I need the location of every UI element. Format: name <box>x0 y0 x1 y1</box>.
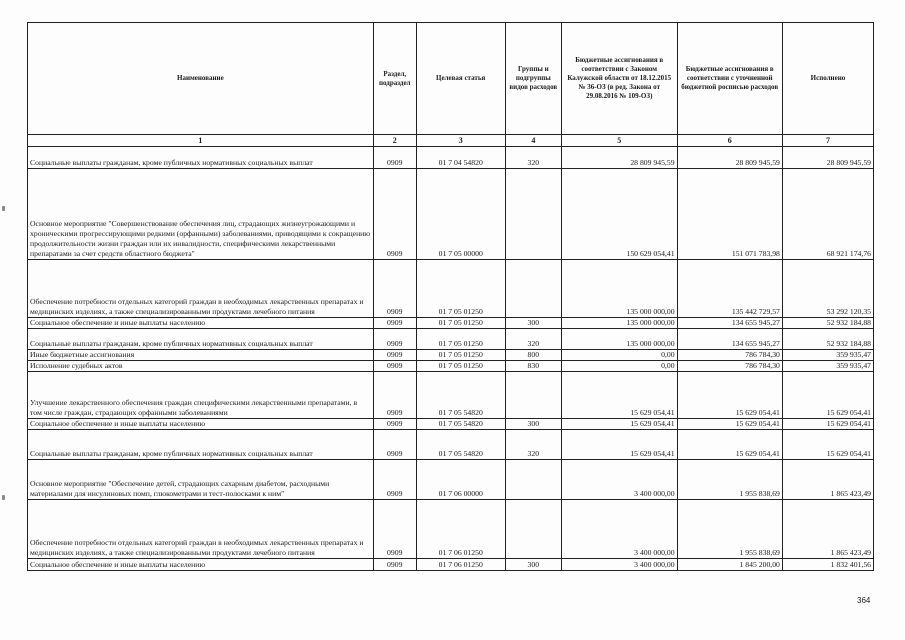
row-law-amount: 3 400 000,00 <box>561 559 677 571</box>
row-executed-amount: 53 292 120,35 <box>782 260 873 318</box>
row-expense-group <box>505 500 561 559</box>
row-law-amount: 135 000 000,00 <box>561 329 677 350</box>
row-law-amount: 15 629 054,41 <box>561 430 677 460</box>
row-name: Обеспечение потребности отдельных категорий граждан в необходимых лекарственных препаратах и медицинских изделиях, а также специализированными продуктами лечебного питания <box>28 500 374 559</box>
row-target-article: 01 7 05 01250 <box>416 361 505 372</box>
binding-hole-mark <box>2 206 5 211</box>
row-target-article: 01 7 05 54820 <box>416 430 505 460</box>
row-executed-amount: 52 932 184,88 <box>782 329 873 350</box>
row-law-amount: 15 629 054,41 <box>561 372 677 419</box>
row-executed-amount: 68 921 174,76 <box>782 169 873 260</box>
row-name: Основное мероприятие "Совершенствование обеспечения лиц, страдающих жизнеугрожающими и хроническими прогрессирующими редкими (орфанными) заболеваниями, приводящими к сокращению продолжительности жизни граждан или их инвалидности, специфическими лекарственными препаратами за счет средств областного бюджета" <box>28 169 374 260</box>
row-target-article: 01 7 06 01250 <box>416 500 505 559</box>
row-executed-amount: 15 629 054,41 <box>782 430 873 460</box>
row-section: 0909 <box>373 559 416 571</box>
row-executed-amount: 1 865 423,49 <box>782 500 873 559</box>
column-number: 5 <box>561 135 677 147</box>
row-law-amount: 135 000 000,00 <box>561 318 677 329</box>
row-law-amount: 3 400 000,00 <box>561 500 677 559</box>
row-target-article: 01 7 05 54820 <box>416 372 505 419</box>
row-executed-amount: 52 932 184,88 <box>782 318 873 329</box>
budget-table <box>27 22 874 571</box>
row-expense-group: 320 <box>505 147 561 169</box>
row-expense-group: 300 <box>505 559 561 571</box>
row-law-amount: 0,00 <box>561 361 677 372</box>
table-row <box>28 147 874 169</box>
row-target-article: 01 7 05 00000 <box>416 169 505 260</box>
row-law-amount: 28 809 945,59 <box>561 147 677 169</box>
table-row <box>28 260 874 318</box>
row-target-article: 01 7 05 01250 <box>416 260 505 318</box>
row-roster-amount: 134 655 945,27 <box>677 329 782 350</box>
row-name: Основное мероприятие "Обеспечение детей, страдающих сахарным диабетом, расходными материалами для инсулиновых помп, глюкометрами и тест-полосками к ним" <box>28 460 374 500</box>
row-section: 0909 <box>373 430 416 460</box>
row-executed-amount: 28 809 945,59 <box>782 147 873 169</box>
row-section: 0909 <box>373 372 416 419</box>
row-expense-group: 300 <box>505 318 561 329</box>
table-row <box>28 419 874 430</box>
row-expense-group: 800 <box>505 350 561 361</box>
table-row <box>28 329 874 350</box>
header-name: Наименование <box>28 23 374 135</box>
row-name: Улучшение лекарственного обеспечения граждан специфическими лекарственными препаратами, в том числе граждан, страдающих орфанными заболеваниями <box>28 372 374 419</box>
row-law-amount: 135 000 000,00 <box>561 260 677 318</box>
row-expense-group <box>505 372 561 419</box>
column-number: 4 <box>505 135 561 147</box>
row-roster-amount: 135 442 729,57 <box>677 260 782 318</box>
row-expense-group: 830 <box>505 361 561 372</box>
column-number: 6 <box>677 135 782 147</box>
row-section: 0909 <box>373 329 416 350</box>
table-row <box>28 460 874 500</box>
row-expense-group <box>505 169 561 260</box>
header-roster-allocations: Бюджетные ассигнования в соответствии с уточненной бюджетной росписью расходов <box>677 23 782 135</box>
row-roster-amount: 151 071 783,98 <box>677 169 782 260</box>
row-section: 0909 <box>373 169 416 260</box>
row-name: Социальное обеспечение и иные выплаты населению <box>28 419 374 430</box>
header-target-article: Целевая статья <box>416 23 505 135</box>
row-target-article: 01 7 05 54820 <box>416 419 505 430</box>
row-section: 0909 <box>373 419 416 430</box>
row-expense-group <box>505 260 561 318</box>
column-number: 2 <box>373 135 416 147</box>
row-section: 0909 <box>373 361 416 372</box>
row-roster-amount: 786 784,30 <box>677 361 782 372</box>
row-expense-group: 320 <box>505 329 561 350</box>
table-row <box>28 169 874 260</box>
header-row <box>28 23 874 135</box>
row-executed-amount: 359 935,47 <box>782 350 873 361</box>
row-law-amount: 3 400 000,00 <box>561 460 677 500</box>
row-target-article: 01 7 04 54820 <box>416 147 505 169</box>
row-target-article: 01 7 06 00000 <box>416 460 505 500</box>
row-section: 0909 <box>373 147 416 169</box>
row-roster-amount: 1 845 200,00 <box>677 559 782 571</box>
row-roster-amount: 15 629 054,41 <box>677 430 782 460</box>
table-row <box>28 500 874 559</box>
row-section: 0909 <box>373 350 416 361</box>
row-name: Иные бюджетные ассигнования <box>28 350 374 361</box>
row-target-article: 01 7 05 01250 <box>416 318 505 329</box>
column-number: 1 <box>28 135 374 147</box>
row-roster-amount: 786 784,30 <box>677 350 782 361</box>
table-row <box>28 350 874 361</box>
row-roster-amount: 134 655 945,27 <box>677 318 782 329</box>
page-number: 364 <box>857 596 871 605</box>
row-name: Социальное обеспечение и иные выплаты населению <box>28 318 374 329</box>
row-roster-amount: 15 629 054,41 <box>677 372 782 419</box>
row-executed-amount: 15 629 054,41 <box>782 372 873 419</box>
column-number-row <box>28 135 874 147</box>
row-expense-group: 300 <box>505 419 561 430</box>
row-executed-amount: 15 629 054,41 <box>782 419 873 430</box>
row-name: Социальные выплаты гражданам, кроме публичных нормативных социальных выплат <box>28 430 374 460</box>
table-row <box>28 559 874 571</box>
header-section: Раздел, подраздел <box>373 23 416 135</box>
row-section: 0909 <box>373 500 416 559</box>
header-law-allocations: Бюджетные ассигнования в соответствии с Законом Калужской области от 18.12.2015 № 36-ОЗ (в ред. Закона от 29.08.2016 № 109-ОЗ) <box>561 23 677 135</box>
row-target-article: 01 7 05 01250 <box>416 350 505 361</box>
row-roster-amount: 1 955 838,69 <box>677 460 782 500</box>
row-target-article: 01 7 05 01250 <box>416 329 505 350</box>
column-number: 3 <box>416 135 505 147</box>
table-row <box>28 361 874 372</box>
row-name: Обеспечение потребности отдельных категорий граждан в необходимых лекарственных препаратах и медицинских изделиях, а также специализированными продуктами лечебного питания <box>28 260 374 318</box>
row-expense-group: 320 <box>505 430 561 460</box>
row-name: Исполнение судебных актов <box>28 361 374 372</box>
row-section: 0909 <box>373 460 416 500</box>
row-law-amount: 0,00 <box>561 350 677 361</box>
row-roster-amount: 15 629 054,41 <box>677 419 782 430</box>
row-section: 0909 <box>373 260 416 318</box>
row-target-article: 01 7 06 01250 <box>416 559 505 571</box>
table-row <box>28 318 874 329</box>
table-row <box>28 372 874 419</box>
row-expense-group <box>505 460 561 500</box>
row-section: 0909 <box>373 318 416 329</box>
row-executed-amount: 359 935,47 <box>782 361 873 372</box>
row-executed-amount: 1 832 401,56 <box>782 559 873 571</box>
row-name: Социальное обеспечение и иные выплаты населению <box>28 559 374 571</box>
binding-hole-mark <box>2 495 5 500</box>
row-name: Социальные выплаты гражданам, кроме публичных нормативных социальных выплат <box>28 329 374 350</box>
row-law-amount: 150 629 054,41 <box>561 169 677 260</box>
row-law-amount: 15 629 054,41 <box>561 419 677 430</box>
row-roster-amount: 1 955 838,69 <box>677 500 782 559</box>
header-expense-group: Группы и подгруппы видов расходов <box>505 23 561 135</box>
table-row <box>28 430 874 460</box>
row-name: Социальные выплаты гражданам, кроме публичных нормативных социальных выплат <box>28 147 374 169</box>
column-number: 7 <box>782 135 873 147</box>
row-roster-amount: 28 809 945,59 <box>677 147 782 169</box>
header-executed: Исполнено <box>782 23 873 135</box>
row-executed-amount: 1 865 423,49 <box>782 460 873 500</box>
